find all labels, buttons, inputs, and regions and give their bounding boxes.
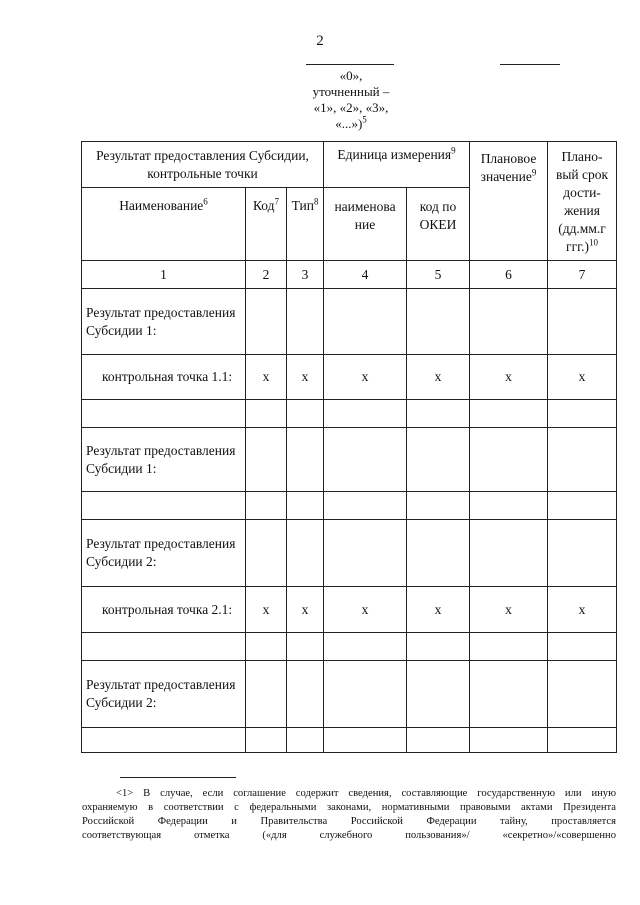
table-row	[82, 633, 617, 661]
table-row	[82, 587, 617, 633]
row-label: контрольная точка 2.1:	[82, 587, 246, 633]
table-row	[82, 728, 617, 753]
row-label: Результат предоставления Субсидии 1:	[82, 289, 246, 355]
table-row	[82, 661, 617, 728]
row-label: Результат предоставления Субсидии 1:	[82, 428, 246, 492]
header-name: Наименование$^6$	[82, 188, 246, 261]
x-mark: x	[324, 587, 407, 633]
x-mark: x	[470, 587, 548, 633]
version-line-3: «1», «2», «3»,	[313, 100, 389, 115]
table-row	[82, 289, 617, 355]
col-number: 3	[287, 261, 324, 289]
footnote-line: охраняемую в соответствии с федеральными законами, нормативными правовыми актами Президента	[82, 802, 616, 813]
col-number: 4	[324, 261, 407, 289]
header-type: Тип$^8$	[287, 188, 324, 261]
x-mark: x	[407, 355, 470, 400]
header-unit-group: Единица измерения$^9$	[324, 142, 470, 188]
col-number: 5	[407, 261, 470, 289]
header-planned-value: Плановое значение$^9$	[470, 142, 548, 261]
version-line-2: уточненный –	[312, 84, 390, 99]
x-mark: x	[470, 355, 548, 400]
version-line-1: «0»,	[339, 68, 363, 83]
footnote-separator	[120, 777, 236, 778]
x-mark: x	[246, 355, 287, 400]
version-note	[296, 68, 406, 132]
row-label: Результат предоставления Субсидии 2:	[82, 520, 246, 587]
footnote-line: <1> В случае, если соглашение содержит сведения, составляющие государственную или иную	[116, 788, 616, 799]
footnote-line: Российской Федерации и Правительства Российской Федерации тайну, проставляется	[82, 816, 616, 827]
x-mark: x	[407, 587, 470, 633]
column-numbers-row	[82, 261, 617, 289]
table-row	[82, 428, 617, 492]
x-mark: x	[548, 587, 617, 633]
table-row	[82, 400, 617, 428]
x-mark: x	[548, 355, 617, 400]
header-code: Код$^7$	[246, 188, 287, 261]
row-label: Результат предоставления Субсидии 2:	[82, 661, 246, 728]
footnote	[82, 787, 616, 843]
results-table	[81, 141, 617, 753]
header-okei-code: код по ОКЕИ	[407, 188, 470, 261]
col-number: 1	[82, 261, 246, 289]
row-label: контрольная точка 1.1:	[82, 355, 246, 400]
page-number: 2	[316, 33, 324, 49]
signature-line-left	[306, 64, 394, 65]
col-number: 2	[246, 261, 287, 289]
x-mark: x	[324, 355, 407, 400]
table-row	[82, 355, 617, 400]
x-mark: x	[287, 587, 324, 633]
signature-line-right	[500, 64, 560, 65]
table-row	[82, 520, 617, 587]
col-number: 6	[470, 261, 548, 289]
footnote-line: соответствующая отметка («для служебного пользования»/ «секретно»/«совершенно	[82, 830, 616, 841]
table-row	[82, 492, 617, 520]
header-result-group: Результат предоставления Субсидии, контрольные точки	[82, 142, 324, 188]
x-mark: x	[287, 355, 324, 400]
x-mark: x	[246, 587, 287, 633]
header-deadline: Плано-вый срок дости-жения (дд.мм.г ггг.)$^{10}$	[548, 142, 617, 261]
version-line-4: «...»)$^5$	[335, 114, 367, 131]
header-unit-name: наименова ние	[324, 188, 407, 261]
col-number: 7	[548, 261, 617, 289]
